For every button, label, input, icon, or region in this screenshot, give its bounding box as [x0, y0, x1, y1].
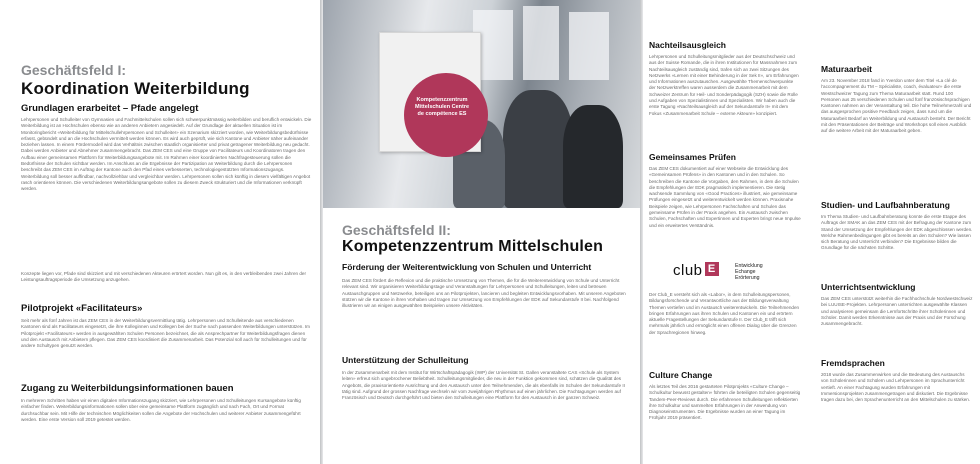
- office-photo: [323, 0, 640, 208]
- subheading: Pilotprojekt «Facilitateurs»: [21, 303, 143, 314]
- body-text: Im Thema Studien- und Laufbahnberatung konnte die erste Etappe des Auftrags der SMAK an das ZEM CES mit der Befragung der Kantone zum Stand der Umsetzung der Empfehlungen der EDK abgeschlossen werden. Welche Rahmenbedingungen gibt es bereits an den Schulen? Wie lassen sich Beratung und Unterricht verbinden? Die Ergebnisse bilden die Grundlage für die nächsten Schritte.: [821, 214, 973, 251]
- body-text: In der Zusammenarbeit mit dem Institut für Wirtschaftspädagogik (IWP) der Universität St. Gallen veranstaltete CAS «Schule als System leiten» erfreut sich ungebrochener Beliebtheit. Schulleitungsmitglieder, die neu in der Funktion gekommen sind, schätzen die Qualität des Angebots, die praxisorientierte Ausrichtung und den Austausch unter den Teilnehmenden, die als ebenfalls im Schulen der Sekundarstufe II tätig sind. Aufgrund der grossen Nachfrage wechseln wir vom zweijährigen Rhythmus auf einen jährlichen. Die Fachtagungen werden auf Französisch und Deutsch durchgeführt und bieten den Schulleitungen eine Plattform für den Austausch in der ganzen Schweiz.: [342, 370, 625, 401]
- club-tagline: Entwicklung Echange Erörterung: [735, 263, 763, 282]
- body-text: Das ZEM CES dokumentiert auf einer Webseite die Entwicklung des «Gemeinsamen Prüfens» in den Kantonen und in den Schulen. So beschreiben die Kantone die Vorgaben, den Rahmen, in dem die Schulen die Empfehlungen der EDK pragmatisch implementieren. Die stetig wachsende Sammlung von «Good Practices» illustriert, wie gemeinsame Prüfungen eingesetzt und weiterentwickelt werden können. Praxisnahe Beispiele zeigen, wie Lehrpersonen Fachschaften und Schulen das gemeinsame Prüfen in der Praxis angehen. Ein Austausch zwischen Schulen, Fachschaften und Expertinnen und Experten bringt neue Impulse und ein erweitertes Verständnis.: [649, 166, 801, 228]
- subheading: Unterstützung der Schulleitung: [342, 355, 469, 365]
- body-text: Das ZEM CES unterstützt weiterhin die Fachhochschule Nordwestschweiz bei LUUISE-Projekten. Lehrpersonen unterrichten ausgewählte Klassen und analysieren gemeinsam die Lernfortschritte ihrer Schülerinnen und Schüler. Damit werden Erkenntnisse aus der Praxis und der Forschung zusammengebracht.: [821, 296, 973, 327]
- subheading: Studien- und Laufbahnberatung: [821, 200, 950, 210]
- section-label: Geschäftsfeld II:: [342, 222, 451, 238]
- subheading: Förderung der Weiterentwicklung von Schulen und Unterricht: [342, 262, 592, 272]
- club-e-mark: E: [705, 262, 719, 276]
- section-label: Geschäftsfeld I:: [21, 62, 127, 78]
- body-text: 2018 wurde das Zusammenwirken und die Bedeutung des Austauschs von Schülerinnen und Schülern und Lehrpersonen im Sprachunterricht vertieft. An einer Fachtagung wurden Erfahrungen mit Immersionsprojekten zusammengetragen und diskutiert. Die Ergebnisse tragen dazu bei, den Sprachenunterricht an den Mittelschulen zu stärken.: [821, 372, 971, 403]
- body-text: In mehreren Schritten haben wir einen digitalen Informationszugang skizziert, wie Lehrpersonen und Schulleitungen Kursangebote künftig einfacher finden. Weiterbildungsinformationen sollen über eine gemeinsame Plattform zugänglich und nach Fach, Ort und Format durchsuchbar sein. Mit Hilfe der technischen Möglichkeiten sollen die Angebote der Hochschulen und weiterer Anbieter zusammengeführt werden. Eine erste Version soll 2019 getestet werden.: [21, 398, 301, 422]
- subheading: Zugang zu Weiterbildungsinformationen bauen: [21, 383, 234, 394]
- body-text: Der Club_E versteht sich als «Labor», in dem Schulleitungspersonen, Bildungsforschende und Verantwortliche aus der Bildungsverwaltung Themen vertiefen und im Austausch weiterentwickeln. Die Teilnehmenden bringen Erfahrungen aus ihren Schulen und Kantonen ein und erörtern aktuelle Fragestellungen der Sekundarstufe II. Der Club_E trifft sich mehrmals jährlich und ermöglicht einen offenen Dialog über die Grenzen der Sprachregionen hinweg.: [649, 292, 800, 335]
- subheading: Maturaarbeit: [821, 64, 873, 74]
- body-text: Seit mehr als fünf Jahren ist das ZEM CES in der Weiterbildungsvermittlung tätig. Lehrpersonen und Schulleitende aus verschiedenen Kantonen sind als Facilitateurs eingesetzt, die ihre Kolleginnen und Kollegen bei der Suche nach passenden Weiterbildungen unterstützen. Im Pilotprojekt «Facilitateurs» werden in ausgewählten Schulen Personen bezeichnet, die als Ansprechpartner für Weiterbildungsfragen dienen und den Austausch mit Anbietern pflegen. Das ZEM CES koordiniert die Zusammenarbeit. Das Potenzial soll auch für Schulleitungen und für andere Schultypen genutzt werden.: [21, 318, 310, 349]
- subheading: Grundlagen erarbeitet – Pfade angelegt: [21, 103, 199, 114]
- sign-text: Kompetenzzentrum Mittelschulen Centre de compétence ES: [414, 97, 470, 117]
- subheading: Fremdsprachen: [821, 358, 885, 368]
- body-text: Als letztes Teil des 2016 gestarteten Pilotprojekts «Culture Change – Schulkultur bewusst gestalten» führten die beteiligten Schulen gegenseitig Tandem-Peer-Reviews durch. Die erfahrenen Schulleitungen reflektierten ihre Schulkultur und sammelten Erfahrungen in der Anwendung von Diagnoseinstrumenten. Die Ergebnisse wurden an einer Tagung im Frühjahr 2019 präsentiert.: [649, 384, 801, 421]
- subheading: Gemeinsames Prüfen: [649, 152, 736, 162]
- body-text: Das ZEM CES fördert die Reflexion und die praktische Umsetzung von Themen, die für die Weiterentwicklung von Schule und Unterricht relevant sind. Wir organisieren Weiterbildungstage und Veranstaltungen für Lehrpersonen und Schulleitungen, leiten und betreuen Austauschgruppen und Netzwerke, beteiligen uns an Pilotprojekten, lancieren und begleiten Entwicklungsvorhaben. Mit unseren Angeboten stützen wir die Kantone in ihren Vorhaben und tragen zur Umsetzung von Empfehlungen der EDK auf Sekundarstufe II bei. Nachfolgend illustrieren wir an einigen ausgewählten Beispielen unsere Aktivitäten.: [342, 278, 626, 309]
- subheading: Unterrichtsentwicklung: [821, 282, 916, 292]
- page-2: [323, 0, 640, 464]
- body-text: Konzepte liegen vor, Pfade sind skizziert und mit verschiedenen Akteuren erörtert worden. Nun gilt es, in den verbleibenden zwei Jahren der Leistungsauftragsperiode die Umsetzung anzugehen.: [21, 271, 306, 283]
- club-word: club: [673, 262, 703, 279]
- body-text: Lehrpersonen und Schulleitungsmitglieder aus der Deutschschweiz und aus der Suisse Romande, die in ihren Institutionen für Massnahmen zum Nachteilsausgleich zuständig sind, trafen sich an zwei Sitzungen des Netzwerks «Lernen mit einer Behinderung in der Sek II», um Erfahrungen und Informationen auszutauschen. Ausgewählte Themenschwerpunkte der Netzwerktreffen waren ausserdem die Zusammenarbeit mit dem Schweizer Zentrum für Heil- und Sonderpädagogik (SZH) sowie die Rolle und Aufgaben von Spezialistinnen und Spezialisten. Wir haben auch die erste Tagung «Nachteilsausgleich auf der Sekundarstufe II» mit dem Fokus «Zusammenarbeit Schule – externe Akteure» konzipiert.: [649, 54, 799, 116]
- subheading: Nachteilsausgleich: [649, 40, 727, 50]
- page-title: Kompetenzzentrum Mittelschulen: [342, 238, 604, 255]
- page-title: Koordination Weiterbildung: [21, 79, 250, 98]
- body-text: Lehrpersonen und Schulleiter von Gymnasien und Fachmittelschulen sollen sich schwerpunktmässig weiterbilden und beruflich entwickeln. Die Weiterbildung ist an Hochschulen ebenso wie an anderen Anbietern angesiedelt. Auf der Grundlage der aktuellen Situation ist im Monitoringbericht «Weiterbildung für Mittelschullehrpersonen und Schulleiter» ein Szenarium skizziert worden, wie Weiterbildungsbedürfnisse erfasst, gebündelt und an die Hochschulen vermittelt werden können. Es wird auch geprüft, wie sich Kantone und Anbieter näher aufeinander beziehen lassen. In einem Fördermodell wird das Verhältnis zwischen staatlich organisierter und privat getragener Weiterbildung neu gedacht. Dabei werden Anbieter und Abnehmer zusammengebracht. Das ZEM CES und eine Gruppe von Facilitateurs und Koordinatoren tragen den Aufbau einer gemeinsamen Plattform für Weiterbildungsangebote mit. Im Rahmen einer koordinierten Nachfragesteuerung sollen die Bedürfnisse der Schulen sichtbar werden. Im Anschluss an die Ergebnisse der Partizipation an Weiterbildung durch die Lehrpersonen beschreibt das ZEM CES im Auftrag der Kantone auch den Pfad eines verbesserten, technologiegestützten Informationszugangs. Weiterbildung soll besser auffindbar, nachvollziehbar und vergleichbar werden. Lehrpersonen sollen sich künftig in diesem vielfältigen Angebot rasch orientieren können. Die verschiedenen Weiterbildungsangebote sollen zu diesem Zweck strukturiert und die Informationen verknüpft werden.: [21, 117, 312, 192]
- subheading: Culture Change: [649, 370, 713, 380]
- body-text: Am 23. November 2018 fand in Yverdon unter dem Titel «La clé de l’accompagnement du TM – Spécialiste, coach, évaluateur» die erste Westschweizer Tagung zum Thema Maturaarbeit statt. Rund 100 Personen aus 25 verschiedenen Schulen und fünf französischsprachigen Kantonen nahmen an der Veranstaltung teil. Die hohe Teilnehmerzahl und das ausgesprochen positive Feedback zeigen, dass rund um die Maturaarbeit Bedarf an Weiterbildung und Austausch besteht. Der Bericht mit den Präsentationen der Beiträge und Workshops soll einen Ausblick auf die weitere Arbeit mit der Maturaarbeit geben.: [821, 78, 972, 134]
- page-1: [0, 0, 320, 464]
- centre-sign: [379, 32, 481, 152]
- club-e-logo: [673, 262, 763, 282]
- page-3: [643, 0, 980, 464]
